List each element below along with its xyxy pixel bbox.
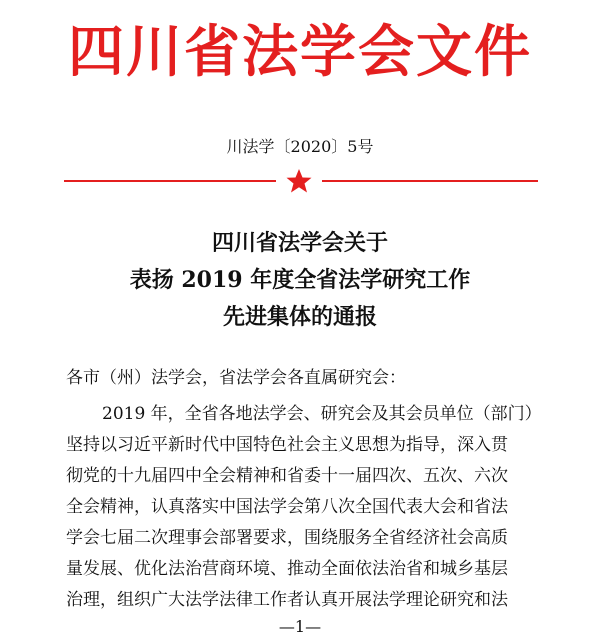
body-paragraph-line: 彻党的十九届四中全会精神和省委十一届四次、五次、六次 (66, 466, 508, 486)
salutation: 各市（州）法学会，省法学会各直属研究会： (66, 368, 406, 388)
red-divider-right (322, 180, 538, 182)
body-paragraph-line: 坚持以习近平新时代中国特色社会主义思想为指导，深入贯 (66, 435, 508, 455)
notice-title-line-1: 四川省法学会关于 (211, 230, 388, 256)
notice-title-line-2: 表扬 2019 年度全省法学研究工作 (129, 267, 471, 293)
body-paragraph-line: 量发展、优化法治营商环境、推动全面依法治省和城乡基层 (66, 559, 508, 579)
document-header-title: 四川省法学会文件 (68, 20, 532, 85)
body-paragraph-line: 学会七届二次理事会部署要求，围绕服务全省经济社会高质 (66, 528, 508, 548)
star-icon (286, 168, 312, 194)
red-divider-left (64, 180, 276, 182)
page-number: —1— (278, 617, 322, 636)
body-paragraph-line: 全会精神，认真落实中国法学会第八次全国代表大会和省法 (66, 497, 508, 517)
body-paragraph-line: 治理，组织广大法学法律工作者认真开展法学理论研究和法 (66, 590, 508, 610)
body-paragraph-line: 2019 年，全省各地法学会、研究会及其会员单位（部门） (102, 404, 542, 424)
notice-title-line-3: 先进集体的通报 (222, 304, 377, 330)
document-number: 川法学〔2020〕5号 (226, 137, 374, 156)
